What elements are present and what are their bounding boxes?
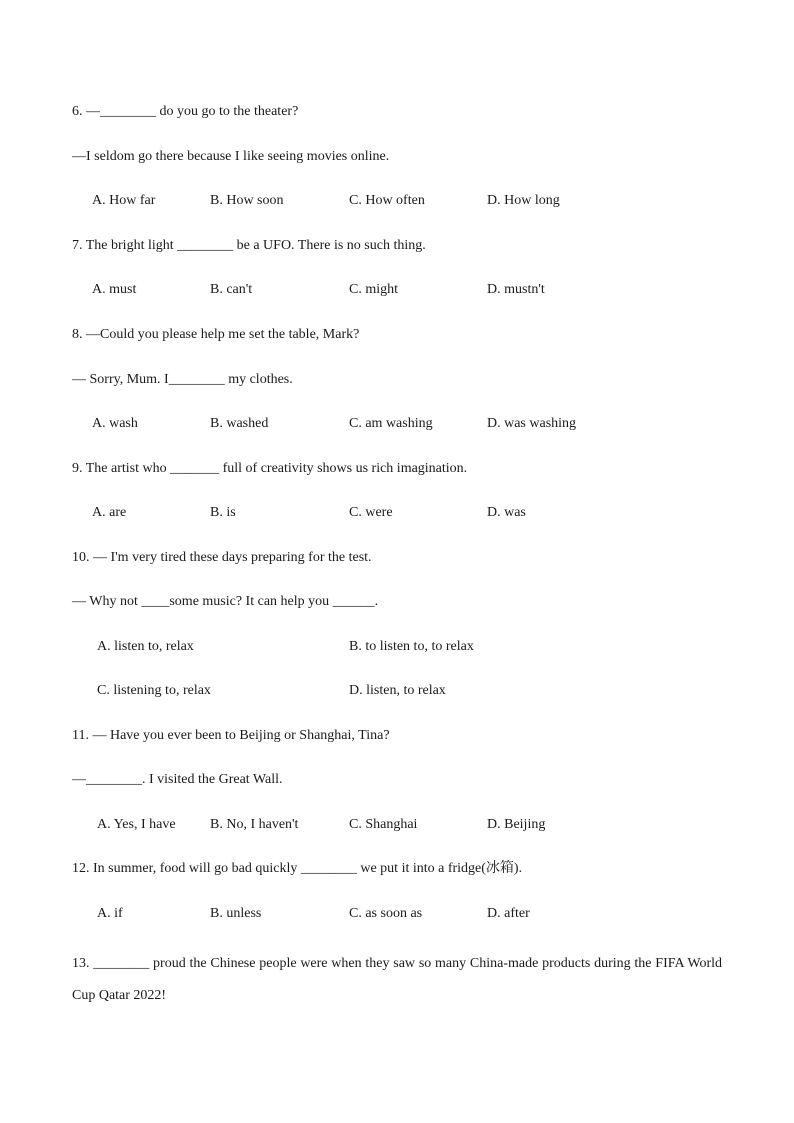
question-12-option-a: A. if	[97, 906, 123, 921]
question-6-option-b: B. How soon	[210, 193, 284, 208]
question-6-option-d: D. How long	[487, 193, 560, 208]
question-11-option-b: B. No, I haven't	[210, 817, 299, 832]
question-6-option-c: C. How often	[349, 193, 425, 208]
question-9-stem: 9. The artist who _______ full of creativity shows us rich imagination.	[72, 461, 468, 476]
question-7-option-d: D. mustn't	[487, 282, 545, 297]
question-9-option-c: C. were	[349, 505, 393, 520]
question-12-option-d: D. after	[487, 906, 530, 921]
question-8-option-c: C. am washing	[349, 416, 433, 431]
question-11-stem: 11. — Have you ever been to Beijing or Shanghai, Tina?	[72, 728, 390, 743]
question-12-option-c: C. as soon as	[349, 906, 423, 921]
question-11-reply: —________. I visited the Great Wall.	[72, 772, 283, 787]
question-10-stem: 10. — I'm very tired these days preparing for the test.	[72, 550, 372, 565]
question-6-option-a: A. How far	[92, 193, 156, 208]
question-12-option-b: B. unless	[210, 906, 262, 921]
question-9-option-b: B. is	[210, 505, 236, 520]
question-8-reply: — Sorry, Mum. I________ my clothes.	[72, 372, 293, 387]
question-11-option-a: A. Yes, I have	[97, 817, 176, 832]
question-9-option-a: A. are	[92, 505, 127, 520]
question-7-option-b: B. can't	[210, 282, 253, 297]
question-7-option-a: A. must	[92, 282, 137, 297]
question-6-reply: —I seldom go there because I like seeing movies online.	[72, 149, 390, 164]
question-10-reply: — Why not ____some music? It can help you ______.	[72, 594, 379, 609]
question-13-stem: 13. ________ proud the Chinese people were when they saw so many China-made products during the FIFA World Cup Qatar 2022!	[72, 956, 722, 1003]
question-7-option-c: C. might	[349, 282, 399, 297]
question-10-option-c: C. listening to, relax	[97, 683, 211, 698]
question-10-option-b: B. to listen to, to relax	[349, 639, 474, 654]
question-8-option-d: D. was washing	[487, 416, 577, 431]
question-10-option-a: A. listen to, relax	[97, 639, 194, 654]
question-9-option-d: D. was	[487, 505, 526, 520]
question-8-stem: 8. —Could you please help me set the table, Mark?	[72, 327, 360, 342]
question-12-stem: 12. In summer, food will go bad quickly ________ we put it into a fridge(冰箱).	[72, 861, 523, 876]
question-8-option-a: A. wash	[92, 416, 138, 431]
question-10-option-d: D. listen, to relax	[349, 683, 446, 698]
question-8-option-b: B. washed	[210, 416, 269, 431]
question-11-option-c: C. Shanghai	[349, 817, 418, 832]
question-11-option-d: D. Beijing	[487, 817, 546, 832]
question-7-stem: 7. The bright light ________ be a UFO. There is no such thing.	[72, 238, 426, 253]
question-6-stem: 6. —________ do you go to the theater?	[72, 104, 299, 119]
